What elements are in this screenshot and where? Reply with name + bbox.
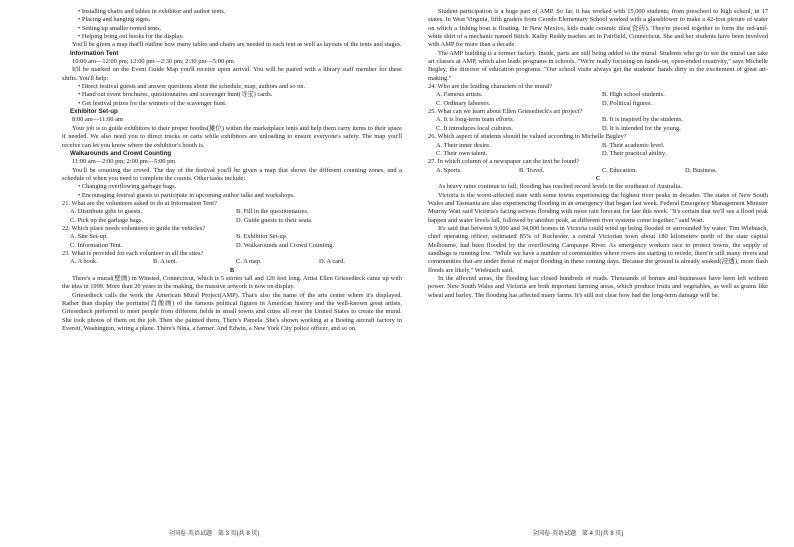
- question: 26. Which aspect of students should be valued according to Michelle Begley?: [428, 133, 627, 141]
- bullet-item: • Changing overflowing garbage bags.: [78, 183, 177, 191]
- answer-option: D. Guide guests to their seats.: [236, 216, 313, 224]
- answer-option: A. Site Set-up.: [70, 233, 108, 241]
- bullet-item: • Hand out event brochures, questionnaires and scavenger hunt(寻宝) cards.: [78, 91, 273, 99]
- answer-options: [428, 100, 768, 108]
- question: 27. In which column of a newspaper can the text be found?: [428, 158, 580, 166]
- answer-option: C. A map.: [236, 258, 262, 266]
- paragraph: You'll be given a map that'll outline how many tables and chairs are needed in each tent as well as layouts of the tents and stages.: [72, 41, 402, 49]
- answer-option: C. Ordinary laborers.: [436, 99, 491, 107]
- answer-options: [62, 258, 402, 266]
- paragraph: It's said that between 9,000 and 34,000 homes in Victoria could wind up being flooded or surrounded by water. Tim Wiebusch, chief operating officer, estimated 85% of Rochester, a central Victorian town about 180 kilometers north of the state capital Melbourne, had been flooded by the overflowing Campaspe River. As emergency workers race to protect towns, the supply of sandbags is running low. "While we have a number of communities where rivers are starting to recede, there're still many rivers and communities that are under threat of major flooding in these coming days. Because the ground is already soaked(浸透), more flash floods are likely," Wiebusch said.: [428, 224, 768, 274]
- answer-options: [62, 233, 402, 241]
- paragraph: Student participation is a huge part of AMP. So far, it has worked with 15,000 students, from preschool to high school, in 17 states. In West Virginia, fifth graders from Ceredo Elementary School worked with a glassblower to make a 42-foot picture of water on which a fishing boat is floating. In New Mexico, kids made ceramic tiles(瓷砖). They're pieced together to form the red-and-white shirt of a mechanic named Stitch. Kathy Reddy teaches art in Fairfield, Connecticut. She and her students have been involved with AMP for more than a decade.: [428, 8, 768, 49]
- question: 21. What are the volunteers asked to do at Information Tent?: [62, 199, 217, 207]
- bullet-item: • Installing chairs and tables in exhibitor and author tents.: [78, 8, 226, 15]
- answer-option: C. Pick up the garbage bags.: [70, 216, 143, 224]
- question: 25. What can we learn about Ellen Griesedieck's art project?: [428, 108, 583, 116]
- answer-option: B. It is inspired by the students.: [602, 116, 683, 124]
- answer-options: [62, 217, 402, 225]
- answer-option: A. A book.: [70, 258, 98, 266]
- answer-option: C. It introduces local cultures.: [436, 124, 514, 132]
- answer-options: [428, 116, 768, 124]
- answer-options: [428, 91, 768, 99]
- answer-option: D. A card.: [319, 258, 345, 266]
- answer-options: [428, 150, 768, 158]
- answer-option: B. Exhibitor Set-up.: [236, 233, 288, 241]
- paragraph: Griesedieck calls the work the American Mural Project(AMP). That's also the name of the arts center where it's displayed. Rather than display the portraits(肖像画) of the famous political figures in American history and the well-known great artists, Griesedieck preferred to meet people from different fields in small towns and cities all over the United States to create the mural. She took photos of them on the job. Then she painted them. There's Pamela. She's shown working at a Boeing aircraft factory in Everett, Washington, wiring a plane. There's Nina, a farmer. And Edwin, a New York City police officer, and so on.: [62, 291, 402, 333]
- left-column: [62, 8, 402, 333]
- paragraph: As heavy rains continue to fall, flooding has reached record levels in the southeast of Australia.: [438, 183, 682, 191]
- answer-options: [62, 208, 402, 216]
- paragraph: 10:00 am—12:00 pm; 12:00 pm—2:30 pm; 2:30 pm—5:00 pm: [72, 58, 234, 66]
- answer-option: D. It is intended for the young.: [602, 124, 681, 132]
- answer-options: [428, 167, 768, 175]
- answer-option: C. Information Tent.: [70, 241, 123, 249]
- bullet-item: • Get festival prizes for the winners of the scavenger hunt.: [78, 99, 227, 107]
- question: 23. What is provided for each volunteer in all the sites?: [62, 249, 204, 257]
- bullet-item: • Helping bring out books for the display.: [78, 33, 184, 41]
- answer-option: A. Their inner desire.: [436, 141, 491, 149]
- bullet-item: • Placing and hanging signs.: [78, 16, 151, 24]
- paragraph: You'll be counting the crowd. The day of the festival you'll be given a map that shows the different counting zones, and a schedule of when you need to complete the counts. Other tasks include:: [62, 166, 402, 182]
- section-heading: Information Tent: [70, 49, 119, 57]
- question: 22. Which place needs volunteers to guide the vehicles?: [62, 224, 206, 232]
- answer-option: D. Their practical ability.: [602, 149, 667, 157]
- paragraph: Your job is to guide exhibitors to their proper booths(摊位) within the marketplace tents and help them carry items to their space if needed. We also need you to direct trucks or carts while exhibitors are unloading to ensure everyone's safety. The map you'll receive can let you know where the exhibitor's booth is.: [62, 124, 402, 149]
- bullet-item: • Setting up smaller rented tents.: [78, 24, 162, 32]
- answer-option: D. Walkarounds and Crowd Counting.: [236, 241, 335, 249]
- answer-option: B. Fill in the questionnaires.: [236, 208, 309, 216]
- paragraph: The AMP building is a former factory. Inside, parts are still being added to the mural. Students who go to see the mural can take art classes at AMP, which also leads programs in schools. "We're really focusing on hands-on, open-ended creativity," says Michelle Begley, the director of education programs. "Our school visits always get the students' hands dirty in the excitement of great art-making.": [428, 49, 768, 82]
- answer-option: B. High school students.: [602, 91, 665, 99]
- paragraph: There's a mural(壁画) in Winsted, Connecticut, which is 5 stories tall and 120 feet long. Artist Ellen Griesedieck came up with the idea in 1999. More than 20 years in the making, the massive artwork is now on display.: [62, 275, 402, 291]
- answer-option: C. Education.: [602, 166, 637, 174]
- answer-option: A. It is long-term team efforts.: [436, 116, 515, 124]
- passage-label: B: [229, 266, 235, 274]
- bullet-item: • Direct festival guests and answer questions about the schedule, map, authors and so on.: [78, 83, 306, 91]
- answer-option: C. Their own talent.: [436, 149, 488, 157]
- paragraph: In the affected areas, the flooding has closed hundreds of roads. Thousands of homes and businesses have been left without power. New South Wales and Victoria are both important farming areas, which produce fruits and vegetables, as well as grains like wheat and barley. The flooding has affected many farms. It's still not clear how bad the long-term damage will be.: [428, 275, 768, 299]
- answer-option: A. Sports.: [436, 166, 462, 174]
- section-heading: Walkarounds and Crowd Counting: [70, 149, 172, 157]
- answer-options: [428, 125, 768, 133]
- paragraph: 8:00 am—11:00 am: [72, 116, 123, 124]
- question: 24. Who are the leading characters of the mural?: [428, 83, 553, 91]
- footer-right: 全国卷·英语试题 第 4 页(共 8 页): [532, 531, 624, 537]
- answer-option: D. Business.: [685, 166, 718, 174]
- right-column: [428, 8, 768, 300]
- answer-option: D. Political figures.: [602, 99, 653, 107]
- paragraph: Victoria is the worst-affected state with some towns experiencing the highest river peaks in decades. The states of New South Wales and Tasmania are also experiencing flooding in an emergency that began last week. Federal Emergency Management Minister Murray Watt said Victoria's facing serious flooding with more rain forecast for late this week. "It's certain that we'll see a flood peak happen and water levels fall, followed by another peak, as different river systems come together," said Watt.: [428, 191, 768, 224]
- section-heading: Exhibitor Set-up: [70, 108, 118, 116]
- bullet-item: • Encouraging festival guests to participate in upcoming author talks and workshops.: [78, 191, 295, 199]
- paragraph: 11:00 am—2:00 pm; 2:00 pm—5:00 pm: [72, 158, 176, 166]
- answer-option: B. Their academic level.: [602, 141, 665, 149]
- answer-options: [428, 142, 768, 150]
- passage-label: C: [595, 174, 601, 182]
- paragraph: It'll be marked on the Event Guide Map you'll receive upon arrival. You will be paired with a library staff member for these shifts. You'll help:: [62, 66, 402, 82]
- answer-option: B. Travel.: [519, 166, 545, 174]
- answer-option: A. Distribute gifts to guests.: [70, 208, 143, 216]
- answer-option: A. Famous artists.: [436, 91, 483, 99]
- answer-option: B. A tent.: [153, 258, 178, 266]
- answer-options: [62, 242, 402, 250]
- footer-left: 全国卷·英语试题 第 3 页(共 8 页): [168, 531, 260, 537]
